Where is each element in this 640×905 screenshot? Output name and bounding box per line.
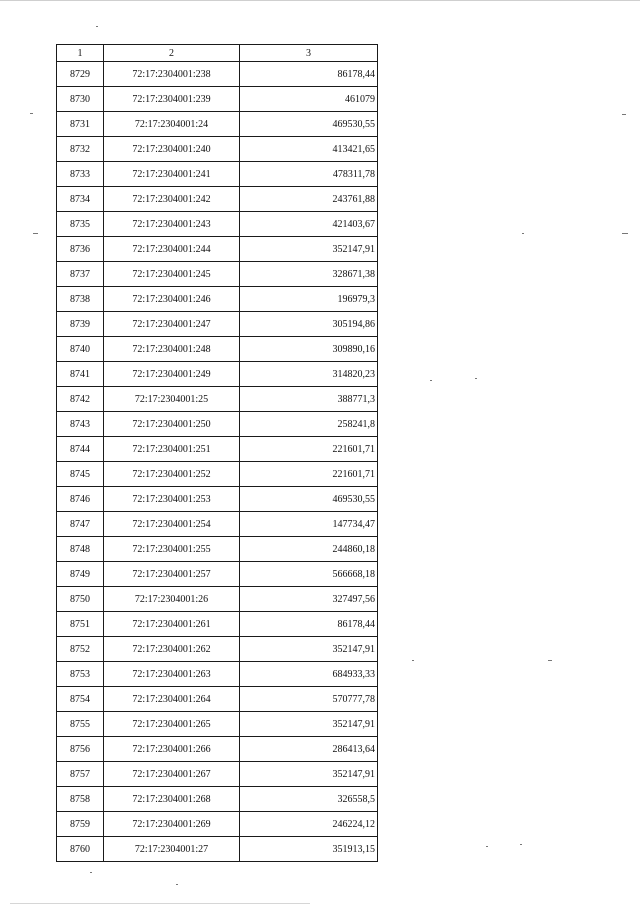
row-number-cell: 8748 xyxy=(57,537,104,562)
table-row xyxy=(57,437,378,462)
table-row xyxy=(57,637,378,662)
value-cell: 478311,78 xyxy=(240,162,378,187)
scan-speck xyxy=(33,233,38,234)
table-row xyxy=(57,462,378,487)
value-cell: 566668,18 xyxy=(240,562,378,587)
cadastral-number-cell: 72:17:2304001:257 xyxy=(104,562,240,587)
row-number-cell: 8754 xyxy=(57,687,104,712)
row-number-cell: 8730 xyxy=(57,87,104,112)
table-row xyxy=(57,112,378,137)
table-row xyxy=(57,587,378,612)
table-row xyxy=(57,787,378,812)
row-number-cell: 8732 xyxy=(57,137,104,162)
cadastral-number-cell: 72:17:2304001:240 xyxy=(104,137,240,162)
row-number-cell: 8743 xyxy=(57,412,104,437)
value-cell: 327497,56 xyxy=(240,587,378,612)
value-cell: 469530,55 xyxy=(240,112,378,137)
row-number-cell: 8746 xyxy=(57,487,104,512)
table-row xyxy=(57,337,378,362)
value-cell: 352147,91 xyxy=(240,712,378,737)
value-cell: 246224,12 xyxy=(240,812,378,837)
table-row xyxy=(57,612,378,637)
table-row xyxy=(57,312,378,337)
table-row xyxy=(57,387,378,412)
cadastral-number-cell: 72:17:2304001:246 xyxy=(104,287,240,312)
cadastral-number-cell: 72:17:2304001:267 xyxy=(104,762,240,787)
table-row xyxy=(57,837,378,862)
value-cell: 314820,23 xyxy=(240,362,378,387)
column-header-2: 2 xyxy=(104,45,240,62)
cadastral-number-cell: 72:17:2304001:241 xyxy=(104,162,240,187)
value-cell: 258241,8 xyxy=(240,412,378,437)
scan-speck xyxy=(622,233,628,234)
cadastral-number-cell: 72:17:2304001:26 xyxy=(104,587,240,612)
value-cell: 305194,86 xyxy=(240,312,378,337)
scan-speck xyxy=(30,113,33,114)
row-number-cell: 8751 xyxy=(57,612,104,637)
cadastral-number-cell: 72:17:2304001:243 xyxy=(104,212,240,237)
cadastral-number-cell: 72:17:2304001:244 xyxy=(104,237,240,262)
scan-speck xyxy=(430,380,432,381)
row-number-cell: 8753 xyxy=(57,662,104,687)
cadastral-number-cell: 72:17:2304001:238 xyxy=(104,62,240,87)
table-body xyxy=(57,62,378,862)
column-header-3: 3 xyxy=(240,45,378,62)
row-number-cell: 8735 xyxy=(57,212,104,237)
cadastral-number-cell: 72:17:2304001:250 xyxy=(104,412,240,437)
table-row xyxy=(57,812,378,837)
cadastral-number-cell: 72:17:2304001:262 xyxy=(104,637,240,662)
table-row xyxy=(57,687,378,712)
row-number-cell: 8739 xyxy=(57,312,104,337)
value-cell: 469530,55 xyxy=(240,487,378,512)
row-number-cell: 8729 xyxy=(57,62,104,87)
scan-speck xyxy=(176,884,178,885)
table-row xyxy=(57,362,378,387)
table-header xyxy=(57,45,378,62)
value-cell: 413421,65 xyxy=(240,137,378,162)
cadastral-number-cell: 72:17:2304001:253 xyxy=(104,487,240,512)
row-number-cell: 8752 xyxy=(57,637,104,662)
value-cell: 243761,88 xyxy=(240,187,378,212)
row-number-cell: 8760 xyxy=(57,837,104,862)
table-row xyxy=(57,537,378,562)
value-cell: 326558,5 xyxy=(240,787,378,812)
value-cell: 461079 xyxy=(240,87,378,112)
row-number-cell: 8745 xyxy=(57,462,104,487)
value-cell: 196979,3 xyxy=(240,287,378,312)
cadastral-number-cell: 72:17:2304001:24 xyxy=(104,112,240,137)
value-cell: 309890,16 xyxy=(240,337,378,362)
table-row xyxy=(57,162,378,187)
value-cell: 328671,38 xyxy=(240,262,378,287)
row-number-cell: 8749 xyxy=(57,562,104,587)
cadastral-number-cell: 72:17:2304001:251 xyxy=(104,437,240,462)
cadastral-number-cell: 72:17:2304001:254 xyxy=(104,512,240,537)
row-number-cell: 8737 xyxy=(57,262,104,287)
value-cell: 221601,71 xyxy=(240,462,378,487)
value-cell: 286413,64 xyxy=(240,737,378,762)
row-number-cell: 8736 xyxy=(57,237,104,262)
scan-speck xyxy=(90,872,92,873)
row-number-cell: 8744 xyxy=(57,437,104,462)
cadastral-number-cell: 72:17:2304001:245 xyxy=(104,262,240,287)
cadastral-number-cell: 72:17:2304001:25 xyxy=(104,387,240,412)
cadastral-number-cell: 72:17:2304001:247 xyxy=(104,312,240,337)
cadastral-number-cell: 72:17:2304001:252 xyxy=(104,462,240,487)
row-number-cell: 8742 xyxy=(57,387,104,412)
row-number-cell: 8741 xyxy=(57,362,104,387)
column-header-1: 1 xyxy=(57,45,104,62)
value-cell: 570777,78 xyxy=(240,687,378,712)
table-row xyxy=(57,137,378,162)
scan-speck xyxy=(96,26,98,27)
table-row xyxy=(57,512,378,537)
cadastral-number-cell: 72:17:2304001:264 xyxy=(104,687,240,712)
table-row xyxy=(57,712,378,737)
table-row xyxy=(57,262,378,287)
cadastral-number-cell: 72:17:2304001:265 xyxy=(104,712,240,737)
value-cell: 244860,18 xyxy=(240,537,378,562)
table-row xyxy=(57,412,378,437)
cadastral-number-cell: 72:17:2304001:263 xyxy=(104,662,240,687)
data-table xyxy=(56,44,378,862)
value-cell: 352147,91 xyxy=(240,762,378,787)
value-cell: 352147,91 xyxy=(240,637,378,662)
value-cell: 86178,44 xyxy=(240,612,378,637)
row-number-cell: 8758 xyxy=(57,787,104,812)
cadastral-number-cell: 72:17:2304001:249 xyxy=(104,362,240,387)
table-row xyxy=(57,737,378,762)
row-number-cell: 8738 xyxy=(57,287,104,312)
value-cell: 221601,71 xyxy=(240,437,378,462)
table-row xyxy=(57,87,378,112)
cadastral-number-cell: 72:17:2304001:255 xyxy=(104,537,240,562)
table-row xyxy=(57,62,378,87)
table-row xyxy=(57,187,378,212)
row-number-cell: 8759 xyxy=(57,812,104,837)
scan-edge-bottom xyxy=(10,903,310,904)
row-number-cell: 8734 xyxy=(57,187,104,212)
scan-speck xyxy=(622,114,626,115)
table-row xyxy=(57,762,378,787)
row-number-cell: 8733 xyxy=(57,162,104,187)
cadastral-number-cell: 72:17:2304001:239 xyxy=(104,87,240,112)
row-number-cell: 8755 xyxy=(57,712,104,737)
table-row xyxy=(57,287,378,312)
value-cell: 86178,44 xyxy=(240,62,378,87)
row-number-cell: 8750 xyxy=(57,587,104,612)
table-row xyxy=(57,562,378,587)
cadastral-number-cell: 72:17:2304001:266 xyxy=(104,737,240,762)
cadastral-number-cell: 72:17:2304001:248 xyxy=(104,337,240,362)
scan-speck xyxy=(522,233,524,234)
value-cell: 147734,47 xyxy=(240,512,378,537)
scan-speck xyxy=(475,378,477,379)
table-row xyxy=(57,237,378,262)
scan-speck xyxy=(412,660,414,661)
value-cell: 351913,15 xyxy=(240,837,378,862)
row-number-cell: 8740 xyxy=(57,337,104,362)
table-row xyxy=(57,487,378,512)
row-number-cell: 8731 xyxy=(57,112,104,137)
table-row xyxy=(57,212,378,237)
value-cell: 421403,67 xyxy=(240,212,378,237)
cadastral-number-cell: 72:17:2304001:242 xyxy=(104,187,240,212)
value-cell: 684933,33 xyxy=(240,662,378,687)
scan-speck xyxy=(548,660,552,661)
cadastral-number-cell: 72:17:2304001:261 xyxy=(104,612,240,637)
header-row xyxy=(57,45,378,62)
scan-edge-top xyxy=(0,0,640,1)
value-cell: 352147,91 xyxy=(240,237,378,262)
row-number-cell: 8756 xyxy=(57,737,104,762)
row-number-cell: 8757 xyxy=(57,762,104,787)
scan-speck xyxy=(520,844,522,845)
cadastral-number-cell: 72:17:2304001:27 xyxy=(104,837,240,862)
value-cell: 388771,3 xyxy=(240,387,378,412)
scan-speck xyxy=(486,846,488,847)
table-row xyxy=(57,662,378,687)
cadastral-number-cell: 72:17:2304001:269 xyxy=(104,812,240,837)
row-number-cell: 8747 xyxy=(57,512,104,537)
cadastral-number-cell: 72:17:2304001:268 xyxy=(104,787,240,812)
